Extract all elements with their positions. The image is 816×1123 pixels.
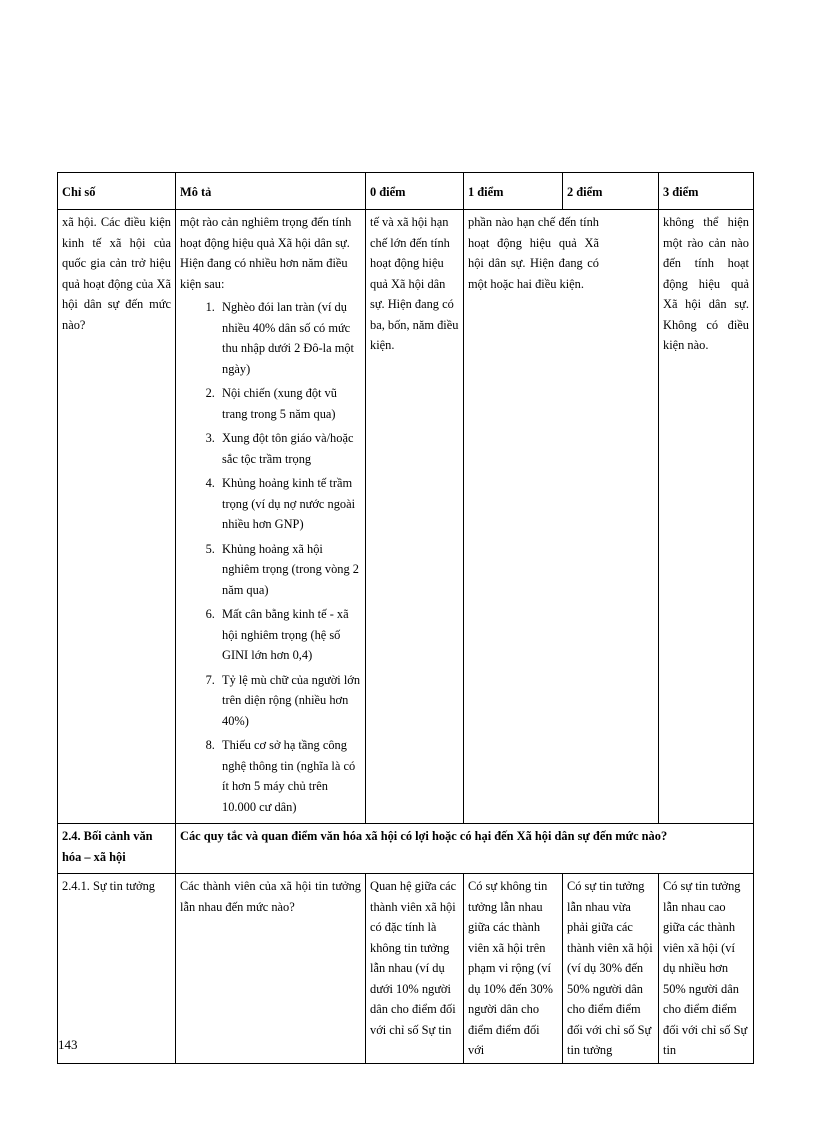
trust-score-2: Có sự tin tưởng lẫn nhau vừa phải giữa các thành viên xã hội (ví dụ 30% đến 50% người dân cho điểm điểm đối với chỉ số Sự tin tưởng [563,874,659,1064]
trust-score-0: Quan hệ giữa các thành viên xã hội có đặc tính là không tin tưởng lẫn nhau (ví dụ dưới 10% người dân cho điểm đối với chỉ số Sự tin [366,874,464,1064]
trust-indicator: 2.4.1. Sự tin tưởng [58,874,176,1064]
header-row [58,173,754,210]
assessment-table [57,172,754,1064]
trust-description: Các thành viên của xã hội tin tưởng lẫn nhau đến mức nào? [176,874,366,1064]
condition-item: 3. Xung đột tôn giáo và/hoặc sắc tộc trầm trọng [218,428,361,469]
header-description: Mô tả [176,173,366,210]
section-indicator: 2.4. Bối cảnh văn hóa – xã hội [58,824,176,874]
table-row-trust [58,874,754,1064]
trust-score-1: Có sự không tin tưởng lẫn nhau giữa các thành viên xã hội trên phạm vi rộng (ví dụ 10% đến 30% người dân cho điểm điểm đối với [464,874,563,1064]
condition-item: 5. Khủng hoảng xã hội nghiêm trọng (trong vòng 2 năm qua) [218,539,361,601]
score-1-2-cell [464,210,659,824]
header-score-3: 3 điểm [659,173,754,210]
page-number: 143 [58,1037,78,1052]
condition-item: 2. Nội chiến (xung đột vũ trang trong 5 năm qua) [218,383,361,424]
section-question: Các quy tắc và quan điểm văn hóa xã hội có lợi hoặc có hại đến Xã hội dân sự đến mức nào? [176,824,754,874]
score-3-cell: không thể hiện một rào cản nào đến tính hoạt động hiệu quả Xã hội dân sự. Không có điều kiện nào. [659,210,754,824]
score-0-cell: tế và xã hội hạn chế lớn đến tính hoạt động hiệu quả Xã hội dân sự. Hiện đang có ba, bốn, năm điều kiện. [366,210,464,824]
condition-item: 1. Nghèo đói lan tràn (ví dụ nhiều 40% dân số có mức thu nhập dưới 2 Đô-la một ngày) [218,297,361,379]
condition-item: 7. Tỷ lệ mù chữ của người lớn trên diện rộng (nhiều hơn 40%) [218,670,361,732]
score-1-2-text: phần nào hạn chế đến tính hoạt động hiệu quả Xã hội dân sự. Hiện đang có một hoặc hai điều kiện. [468,215,599,291]
header-score-2: 2 điểm [563,173,659,210]
header-indicator: Chỉ số [58,173,176,210]
trust-score-3: Có sự tin tưởng lẫn nhau cao giữa các thành viên xã hội (ví dụ nhiều hơn 50% người dân cho điểm điểm đối với chỉ số Sự tin [659,874,754,1064]
condition-item: 8. Thiếu cơ sở hạ tầng công nghệ thông tin (nghĩa là có ít hơn 5 máy chủ trên 10.000 cư dân) [218,735,361,817]
indicator-cell: xã hội. Các điều kiện kinh tế xã hội của quốc gia cản trở hiệu quả hoạt động của Xã hội dân sự đến mức nào? [58,210,176,824]
table-row-section-heading [58,824,754,874]
description-cell [176,210,366,824]
header-score-0: 0 điểm [366,173,464,210]
description-intro: một rào cản nghiêm trọng đến tính hoạt động hiệu quả Xã hội dân sự. Hiện đang có nhiều hơn năm điều kiện sau: [180,215,352,291]
condition-item: 6. Mất cân bằng kinh tế - xã hội nghiêm trọng (hệ số GINI lớn hơn 0,4) [218,604,361,666]
condition-item: 4. Khủng hoảng kinh tế trầm trọng (ví dụ nợ nước ngoài nhiều hơn GNP) [218,473,361,535]
conditions-list [180,297,361,817]
header-score-1: 1 điểm [464,173,563,210]
table-row-socioeconomic [58,210,754,824]
